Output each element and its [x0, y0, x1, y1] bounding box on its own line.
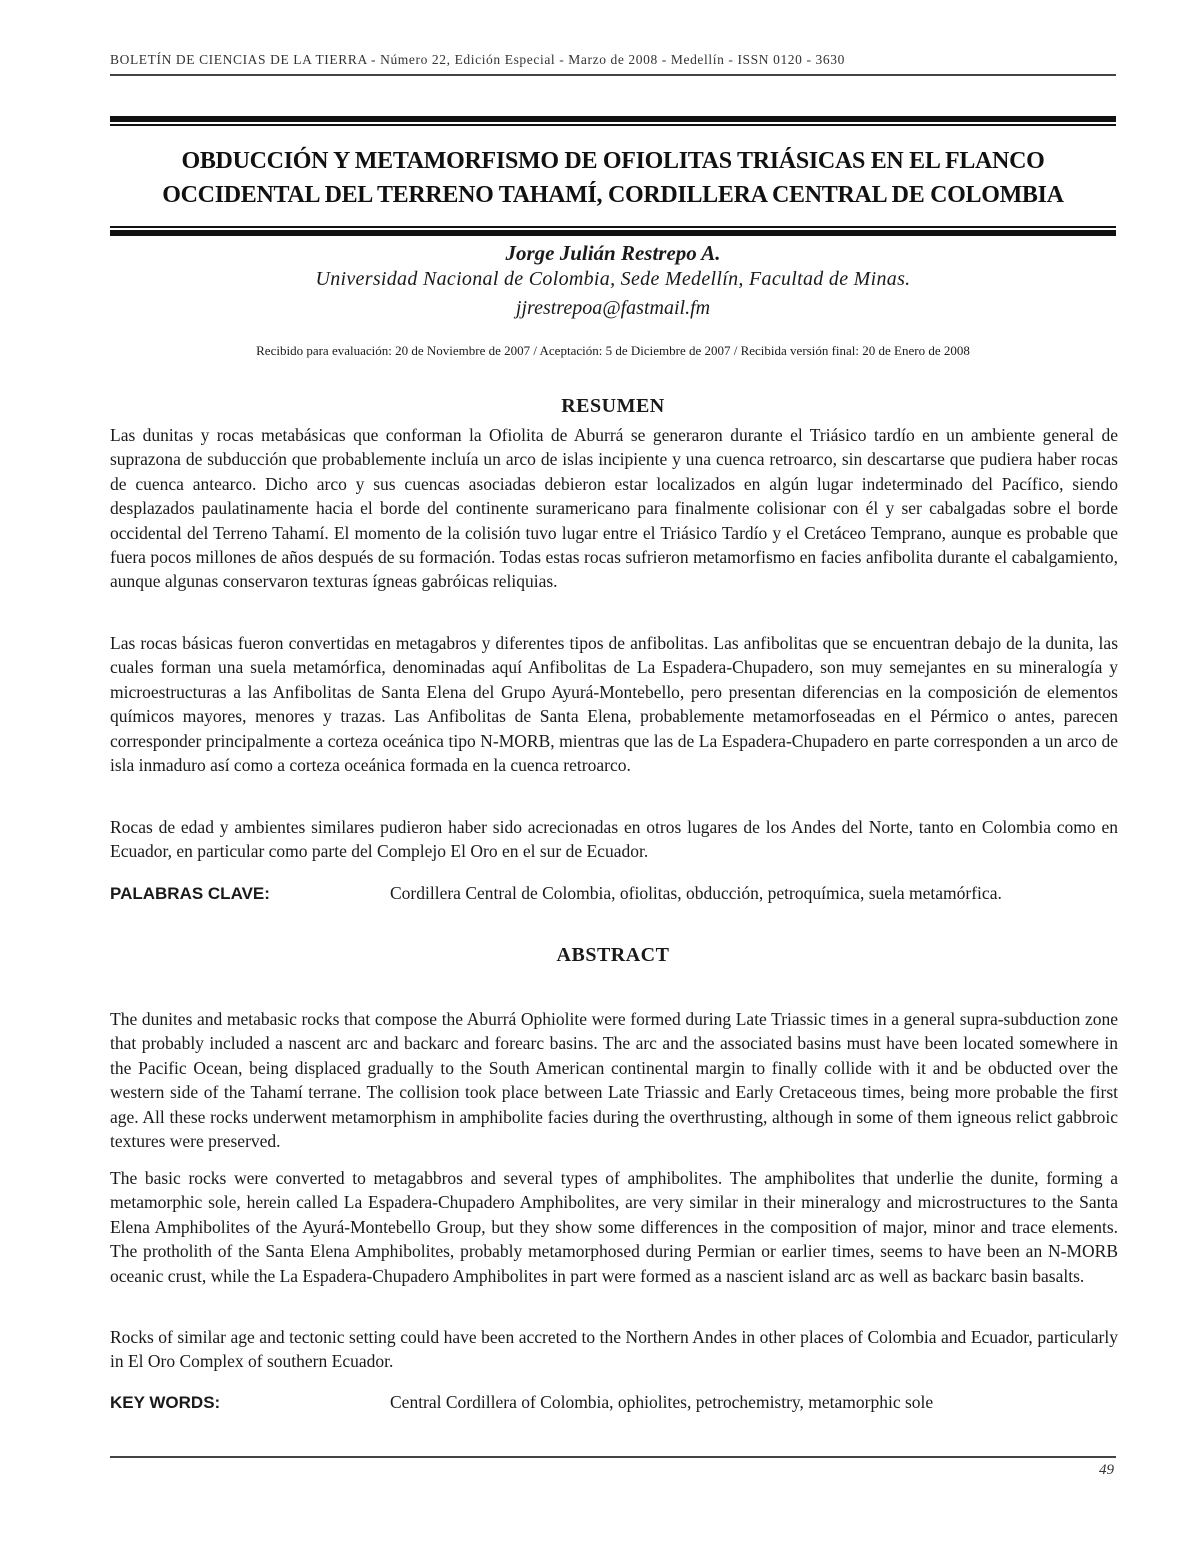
author-affiliation: Universidad Nacional de Colombia, Sede Medellín, Facultad de Minas. — [315, 268, 911, 290]
author-name: Jorge Julián Restrepo A. — [505, 241, 721, 265]
palabras-clave-text: Cordillera Central de Colombia, ofiolitas, obducción, petroquímica, suela metamórfica. — [390, 883, 1002, 903]
page-number: 49 — [1099, 1462, 1114, 1478]
author-email: jjrestrepoa@fastmail.fm — [515, 297, 711, 319]
resumen-heading: RESUMEN — [561, 395, 665, 417]
footer-divider — [110, 1456, 1116, 1458]
running-header: BOLETÍN DE CIENCIAS DE LA TIERRA - Número 22, Edición Especial - Marzo de 2008 - Medellín - ISSN 0120 - 3630 — [110, 52, 845, 67]
title-top-rule — [110, 116, 1116, 122]
received-dates: Recibido para evaluación: 20 de Noviembre de 2007 / Aceptación: 5 de Diciembre de 2007 / Recibida versión final: 20 de Enero de 2008 — [256, 343, 970, 358]
abstract-paragraph-2: The basic rocks were converted to metagabbros and several types of amphibolites. The amphibolites that underlie the dunite, forming a metamorphic sole, herein called La Espadera-Chupadero Amphibolites, are very similar in their mineralogy and microstructures to the Santa Elena Amphibolites of the Ayurá-Montebello Group, but they show some differences in the composition of major, minor and trace elements. The protholith of the Santa Elena Amphibolites, probably metamorphosed during Permian or earlier times, seems to have been an N-MORB oceanic crust, while the La Espadera-Chupadero Amphibolites in part were formed as a nascient island arc as well as backarc basin basalts. — [110, 1168, 1118, 1286]
abstract-paragraph-1: The dunites and metabasic rocks that compose the Aburrá Ophiolite were formed during Late Triassic times in a general supra-subduction zone that probably included a nascent arc and backarc and forearc basins. The arc and the associated basins must have been located somewhere in the Pacific Ocean, being displaced gradually to the South American continental margin to finally collide with it and be obducted over the western side of the Tahamí terrane. The collision took place between Late Triassic and Early Cretaceous times, being more probable the first age. All these rocks underwent metamorphism in amphibolite facies during the overthrusting, although in some of them igneous relict gabbroic textures were preserved. — [110, 1009, 1118, 1152]
resumen-paragraph-2: Las rocas básicas fueron convertidas en metagabros y diferentes tipos de anfibolitas. Las anfibolitas que se encuentran debajo de la dunita, las cuales forman una suela metamórfica, denominadas aquí Anfibolitas de La Espadera-Chupadero, son muy semejantes en su mineralogía y microestructuras a las Anfibolitas de Santa Elena del Grupo Ayurá-Montebello, pero presentan diferencias en la composición de elementos químicos mayores, menores y trazas. Las Anfibolitas de Santa Elena, probablemente metamorfoseadas en el Pérmico o antes, parecen corresponder principalmente a corteza oceánica tipo N-MORB, mientras que las de La Espadera-Chupadero en parte corresponden a un arco de isla inmaduro así como a corteza oceánica formada en la cuenca retroarco. — [110, 633, 1118, 776]
abstract-heading: ABSTRACT — [556, 944, 670, 966]
abstract-paragraph-3: Rocks of similar age and tectonic setting could have been accreted to the Northern Andes in other places of Colombia and Ecuador, particularly in El Oro Complex of southern Ecuador. — [110, 1327, 1118, 1372]
article-title — [110, 144, 1116, 212]
title-bottom-rule — [110, 230, 1116, 236]
palabras-clave-label: PALABRAS CLAVE: — [110, 884, 270, 903]
title-bottom-rule-thin — [110, 226, 1116, 228]
key-words-text: Central Cordillera of Colombia, ophiolites, petrochemistry, metamorphic sole — [390, 1392, 934, 1412]
title-line-2: OCCIDENTAL DEL TERRENO TAHAMÍ, CORDILLERA CENTRAL DE COLOMBIA — [162, 182, 1064, 208]
resumen-paragraph-3: Rocas de edad y ambientes similares pudieron haber sido acrecionadas en otros lugares de los Andes del Norte, tanto en Colombia como en Ecuador, en particular como parte del Complejo El Oro en el sur de Ecuador. — [110, 817, 1118, 862]
title-top-rule-thin — [110, 124, 1116, 126]
resumen-paragraph-1: Las dunitas y rocas metabásicas que conforman la Ofiolita de Aburrá se generaron durante el Triásico tardío en un ambiente general de suprazona de subducción que probablemente incluía un arco de islas incipiente y una cuenca retroarco, sin descartarse que pudiera haber rocas de cuenca antearco. Dicho arco y sus cuencas asociadas debieron estar localizados en algún lugar indeterminado del Pacífico, siendo desplazados paulatinamente hacia el borde del continente suramericano para finalmente colisionar con él y ser cabalgadas sobre el borde occidental del Terreno Tahamí. El momento de la colisión tuvo lugar entre el Triásico Tardío y el Cretáceo Temprano, aunque es probable que fuera pocos millones de años después de su formación. Todas estas rocas sufrieron metamorfismo en facies anfibolita durante el cabalgamiento, aunque algunas conservaron texturas ígneas gabróicas reliquias. — [110, 425, 1118, 592]
header-divider — [110, 74, 1116, 76]
title-line-1: OBDUCCIÓN Y METAMORFISMO DE OFIOLITAS TRIÁSICAS EN EL FLANCO — [181, 148, 1045, 174]
key-words-label: KEY WORDS: — [110, 1393, 221, 1412]
